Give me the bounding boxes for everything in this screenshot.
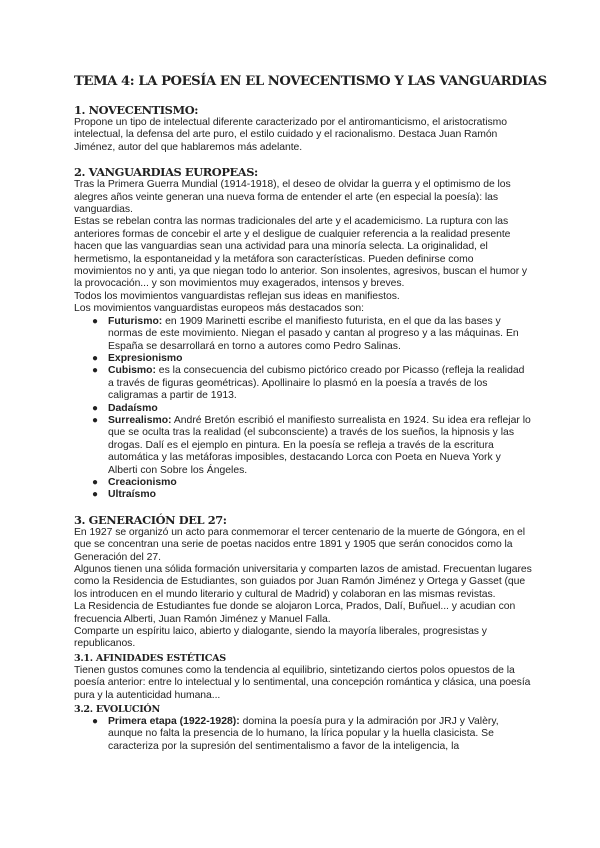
section-heading: 2. VANGUARDIAS EUROPEAS: [74,165,258,180]
section-generacion-27 [74,513,532,754]
subsection-heading: 3.2. EVOLUCIÓN [74,704,160,716]
subsection-evolucion [74,704,532,753]
list-item: ● Creacionismo [92,476,177,488]
list-item: ● Futurismo: en 1909 Marinetti escribe el manifiesto futurista, en el que da las bases y normas de este movimiento. Niegan el pasado y cantan al progreso y a las máquinas. En España se desarrollará en torno a autores como Pedro Salinas. [92,315,519,352]
paragraph: Tienen gustos comunes como la tendencia al equilibrio, sintetizando ciertos polos opuestos de la poesía anterior: entre lo intelectual y lo sentimental, una concepción romántica y clásica, una poesía pura y la autenticidad humana... [74,664,531,701]
section-heading: 3. GENERACIÓN DEL 27: [74,512,227,527]
paragraph: Comparte un espíritu laico, abierto y dialogante, siendo la mayoría liberales, progresistas y republicanos. [74,626,487,650]
bullet-icon: ● [92,365,99,377]
subsection-heading: 3.1. AFINIDADES ESTÉTICAS [74,652,226,664]
bullet-icon: ● [92,476,99,488]
movements-list [74,316,532,502]
list-item: ● Surrealismo: André Bretón escribió el manifiesto surrealista en 1924. Su idea era reflejar lo que se oculta tras la realidad (el subconsciente) a través de los sueños, la hipnosis y las drogas. Dalí es el ejemplo en pintura. En la poesía se refleja a través de la escritura automática y las metáforas imposibles, destacando Lorca con Poeta en Nueva York y Alberti con Sobre los Ángeles. [92,414,531,476]
stages-list [74,716,532,753]
list-item: ● Primera etapa (1922-1928): domina la poesía pura y la admiración por JRJ y Valèry, aunque no falta la presencia de lo humano, la lírica popular y la huella clasicista. Se caracteriza por la supresión del sentimentalismo a favor de la inteligencia, la [92,716,499,752]
bullet-icon: ● [92,414,99,426]
paragraph: Todos los movimientos vanguardistas reflejan sus ideas en manifiestos. [74,290,400,302]
list-item: ● Cubismo: es la consecuencia del cubismo pictórico creado por Picasso (refleja la realidad a través de figuras geométricas). Apollinaire lo plasmó en la poesía a través de los caligramas a partir de 1913. [92,365,525,402]
section-heading: 1. NOVECENTISMO: [74,103,199,117]
paragraph: Los movimientos vanguardistas europeos más destacados son: [74,303,364,315]
bullet-icon: ● [92,315,99,327]
list-item: ● Ultraísmo [92,489,156,501]
subsection-afinidades [74,653,532,702]
paragraph: La Residencia de Estudiantes fue donde se alojaron Lorca, Prados, Dalí, Buñuel... y acudian con frecuencia Alberti, Juan Ramón Jiménez y Manuel Falla. [74,601,516,625]
bullet-icon: ● [92,352,99,364]
list-item: ● Expresionismo [92,352,183,364]
document-body [74,74,547,753]
paragraph: Estas se rebelan contra las normas tradicionales del arte y el academicismo. La ruptura con las anteriores formas de concebir el arte y el desligue de cualquier referencia a la realidad presente hacen que las vanguardias sean una actividad para una minoría selecta. La originalidad, el hermetismo, la espontaneidad y la metáfora son características. Pueden definirse como movimientos no y anti, ya que niegan todo lo anterior. Son insolentes, agresivos, buscan el humor y la provocación... y son movimientos muy exagerados, intensos y breves. [74,216,528,290]
paragraph: Propone un tipo de intelectual diferente caracterizado por el antiromanticismo, el aristocratismo intelectual, la defensa del arte puro, el estilo cuidado y el racionalismo. Destaca Juan Ramón Jiménez, autor del que hablaremos más adelante. [74,117,507,153]
paragraph: Algunos tienen una sólida formación universitaria y comparten lazos de amistad. Frecuentan lugares como la Residencia de Estudiantes, son guiados por Juan Ramón Jiménez y Ortega y Gasset (que los introducen en el mundo literario y cultural de Madrid) y colaboran en las mismas revistas. [74,564,532,600]
paragraph: En 1927 se organizó un acto para conmemorar el tercer centenario de la muerte de Góngora, en el que se concentran una serie de poetas nacidos entre 1891 y 1905 que serán conocidos como la Generación del 27. [74,526,525,563]
bullet-icon: ● [92,716,99,728]
section-vanguardias [74,165,532,502]
paragraph: Tras la Primera Guerra Mundial (1914-1918), el deseo de olvidar la guerra y el optimismo de los alegres años veinte generan una nueva forma de entender el arte (en especial la poesía): las vanguardias. [74,179,511,216]
bullet-icon: ● [92,489,99,501]
page-title: TEMA 4: LA POESÍA EN EL NOVECENTISMO Y LAS VANGUARDIAS [74,74,547,89]
list-item: ● Dadaísmo [92,402,158,414]
section-novecentismo [74,103,532,154]
bullet-icon: ● [92,402,99,414]
